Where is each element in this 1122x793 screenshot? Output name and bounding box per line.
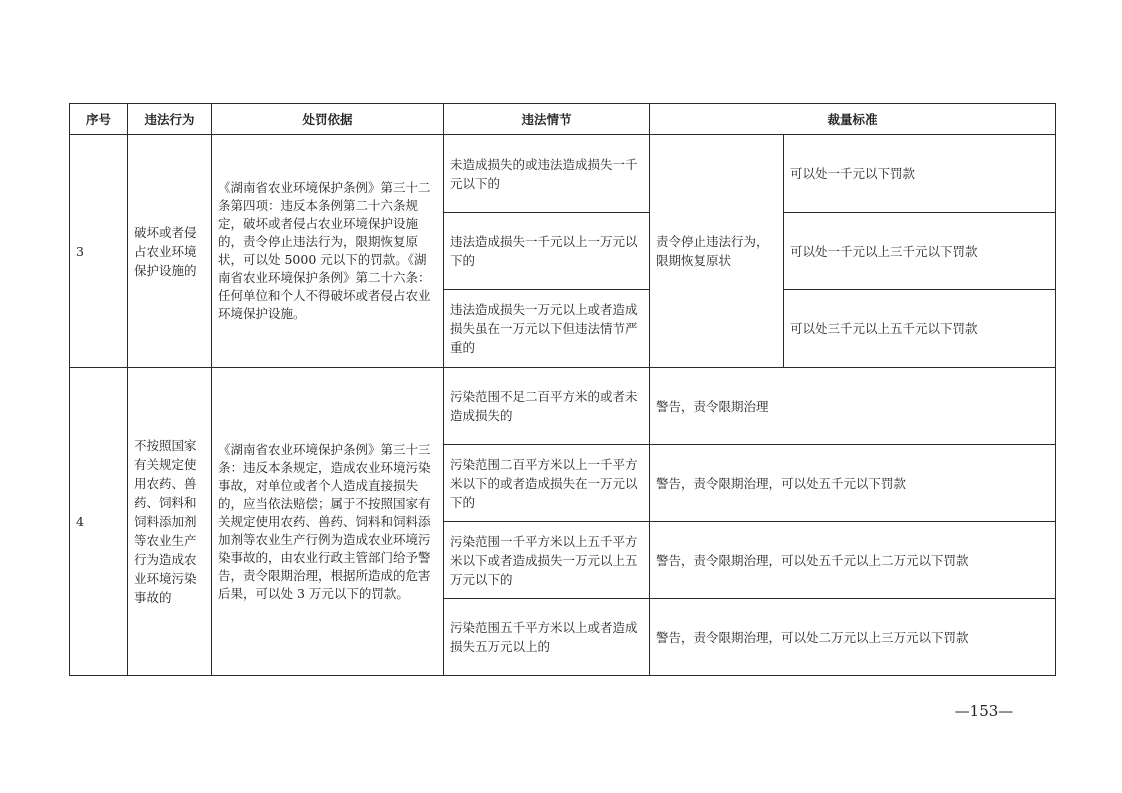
violation-situation: 污染范围二百平方米以上一千平方米以下的或者造成损失在一万元以下的	[444, 445, 650, 522]
violation-situation: 违法造成损失一千元以上一万元以下的	[444, 213, 650, 290]
row-number: 3	[70, 135, 128, 368]
header-behavior: 违法行为	[128, 104, 212, 135]
header-standard: 裁量标准	[650, 104, 1056, 135]
violation-situation: 污染范围不足二百平方米的或者未造成损失的	[444, 368, 650, 445]
table-row	[70, 135, 1056, 213]
table-header-row	[70, 104, 1056, 135]
discretion-standard: 警告，责令限期治理	[650, 368, 1056, 445]
discretion-standard: 警告，责令限期治理，可以处二万元以上三万元以下罚款	[650, 599, 1056, 676]
header-no: 序号	[70, 104, 128, 135]
violation-situation: 污染范围一千平方米以上五千平方米以下或者造成损失一万元以上五万元以下的	[444, 522, 650, 599]
violation-behavior: 破坏或者侵占农业环境保护设施的	[128, 135, 212, 368]
table-row	[70, 368, 1056, 445]
violation-behavior: 不按照国家有关规定使用农药、兽药、饲料和饲料添加剂等农业生产行为造成农业环境污染事故的	[128, 368, 212, 676]
penalty-table	[69, 103, 1056, 676]
discretion-standard: 可以处一千元以下罚款	[784, 135, 1056, 213]
violation-situation: 未造成损失的或违法造成损失一千元以下的	[444, 135, 650, 213]
header-situation: 违法情节	[444, 104, 650, 135]
header-basis: 处罚依据	[212, 104, 444, 135]
common-penalty: 责令停止违法行为，限期恢复原状	[650, 135, 784, 368]
page-number: —153—	[954, 702, 1014, 720]
penalty-basis: 《湖南省农业环境保护条例》第三十二条第四项：违反本条例第二十六条规定，破坏或者侵占农业环境保护设施的，责令停止违法行为，限期恢复原状，可以处 5000 元以下的罚款。《湖南省农业环境保护条例》第二十六条：任何单位和个人不得破坏或者侵占农业环境保护设施。	[212, 135, 444, 368]
penalty-basis: 《湖南省农业环境保护条例》第三十三条：违反本条规定，造成农业环境污染事故，对单位或者个人造成直接损失的，应当依法赔偿；属于不按照国家有关规定使用农药、兽药、饲料和饲料添加剂等农业生产行例为造成农业环境污染事故的，由农业行政主管部门给予警告，责令限期治理，根据所造成的危害后果，可以处 3 万元以下的罚款。	[212, 368, 444, 676]
violation-situation: 违法造成损失一万元以上或者造成损失虽在一万元以下但违法情节严重的	[444, 290, 650, 368]
discretion-standard: 警告，责令限期治理，可以处五千元以下罚款	[650, 445, 1056, 522]
row-number: 4	[70, 368, 128, 676]
discretion-standard: 可以处三千元以上五千元以下罚款	[784, 290, 1056, 368]
discretion-standard: 警告，责令限期治理，可以处五千元以上二万元以下罚款	[650, 522, 1056, 599]
violation-situation: 污染范围五千平方米以上或者造成损失五万元以上的	[444, 599, 650, 676]
discretion-standard: 可以处一千元以上三千元以下罚款	[784, 213, 1056, 290]
